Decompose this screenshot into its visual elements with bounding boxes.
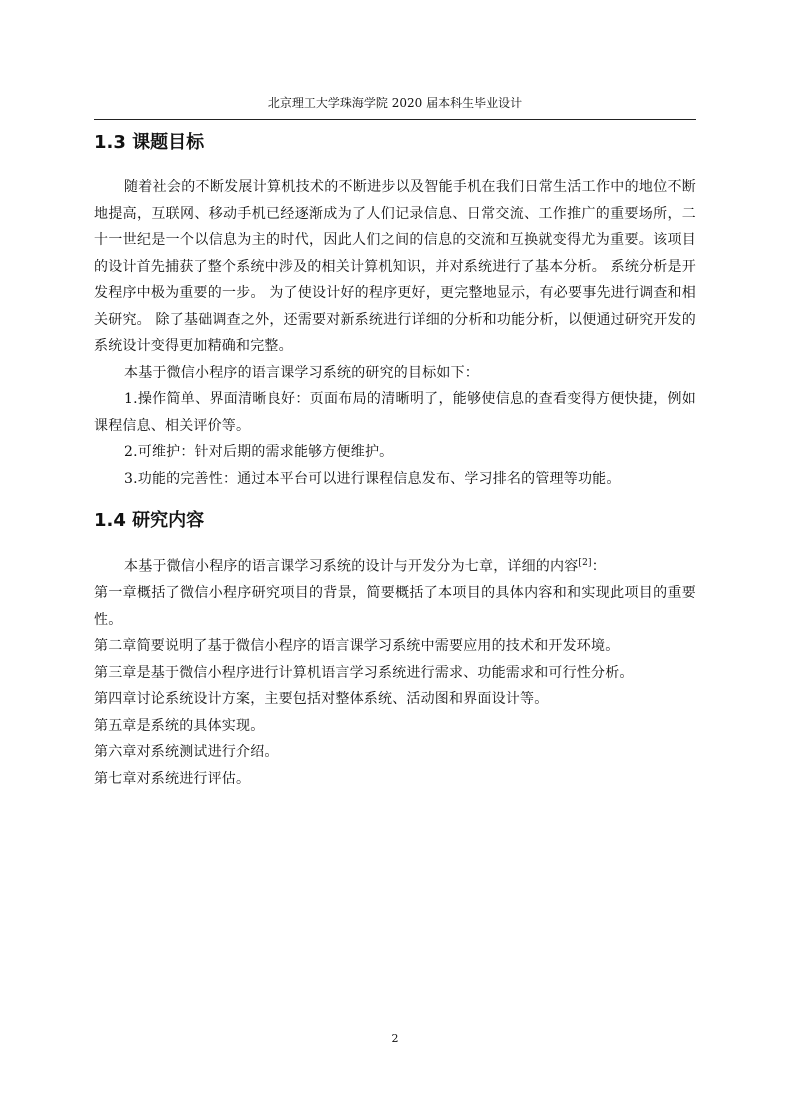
chapter-4-summary: 第四章讨论系统设计方案，主要包括对整体系统、活动图和界面设计等。: [94, 691, 549, 708]
paragraph-goal-intro: 本基于微信小程序的语言课学习系统的研究的目标如下：: [124, 364, 479, 381]
paragraph-goal-1: 1.操作简单、界面清晰良好：页面布局的清晰明了，能够使信息的查看变得方便快捷，例如课程信息、相关评价等。: [94, 391, 696, 434]
chapter-2-summary: 第二章简要说明了基于微信小程序的语言课学习系统中需要应用的技术和开发环境。: [94, 638, 620, 655]
header-text: 北京理工大学珠海学院 2020 届本科生毕业设计: [267, 96, 523, 110]
chapter-5-summary: 第五章是系统的具体实现。: [94, 717, 265, 734]
chapter-1-summary: 第一章概括了微信小程序研究项目的背景，简要概括了本项目的具体内容和和实现此项目的重要性。: [94, 585, 696, 628]
chapter-7-summary: 第七章对系统进行评估。: [94, 770, 251, 787]
paragraph-content-intro: [94, 550, 696, 580]
page-number: 2: [391, 1032, 399, 1045]
citation-ref[interactable]: [2]: [578, 558, 592, 568]
section-title-1-4: 1.4 研究内容: [94, 510, 205, 531]
paragraph-goal-2: 2.可维护：针对后期的需求能够方便维护。: [124, 444, 394, 460]
section-title-1-3: 1.3 课题目标: [94, 132, 205, 153]
page-header: [94, 93, 696, 120]
paragraph-goal-3: 3.功能的完善性：通过本平台可以进行课程信息发布、学习排名的管理等功能。: [124, 470, 621, 487]
chapter-6-summary: 第六章对系统测试进行介绍。: [94, 744, 279, 761]
chapter-3-summary: 第三章是基于微信小程序进行计算机语言学习系统进行需求、功能需求和可行性分析。: [94, 664, 634, 681]
content-intro-text: 本基于微信小程序的语言课学习系统的设计与开发分为七章，详细的内容: [124, 558, 579, 575]
document-body: [94, 128, 696, 792]
content-intro-end: ：: [591, 558, 606, 575]
paragraph-goal-background: 随着社会的不断发展计算机技术的不断进步以及智能手机在我们日常生活工作中的地位不断地提高，互联网、移动手机已经逐渐成为了人们记录信息、日常交流、工作推广的重要场所，二十一世纪是一个以信息为主的时代，因此人们之间的信息的交流和互换就变得尤为重要。该项目的设计首先捕获了整个系统中涉及的相关计算机知识，并对系统进行了基本分析。 系统分析是开发程序中极为重要的一步。 为了使设计好的程序更好，更完整地显示，有必要事先进行调查和相关研究。 除了基础调查之外，还需要对新系统进行详细的分析和功能分析，以便通过研究开发的系统设计变得更加精确和完整。: [94, 179, 696, 354]
